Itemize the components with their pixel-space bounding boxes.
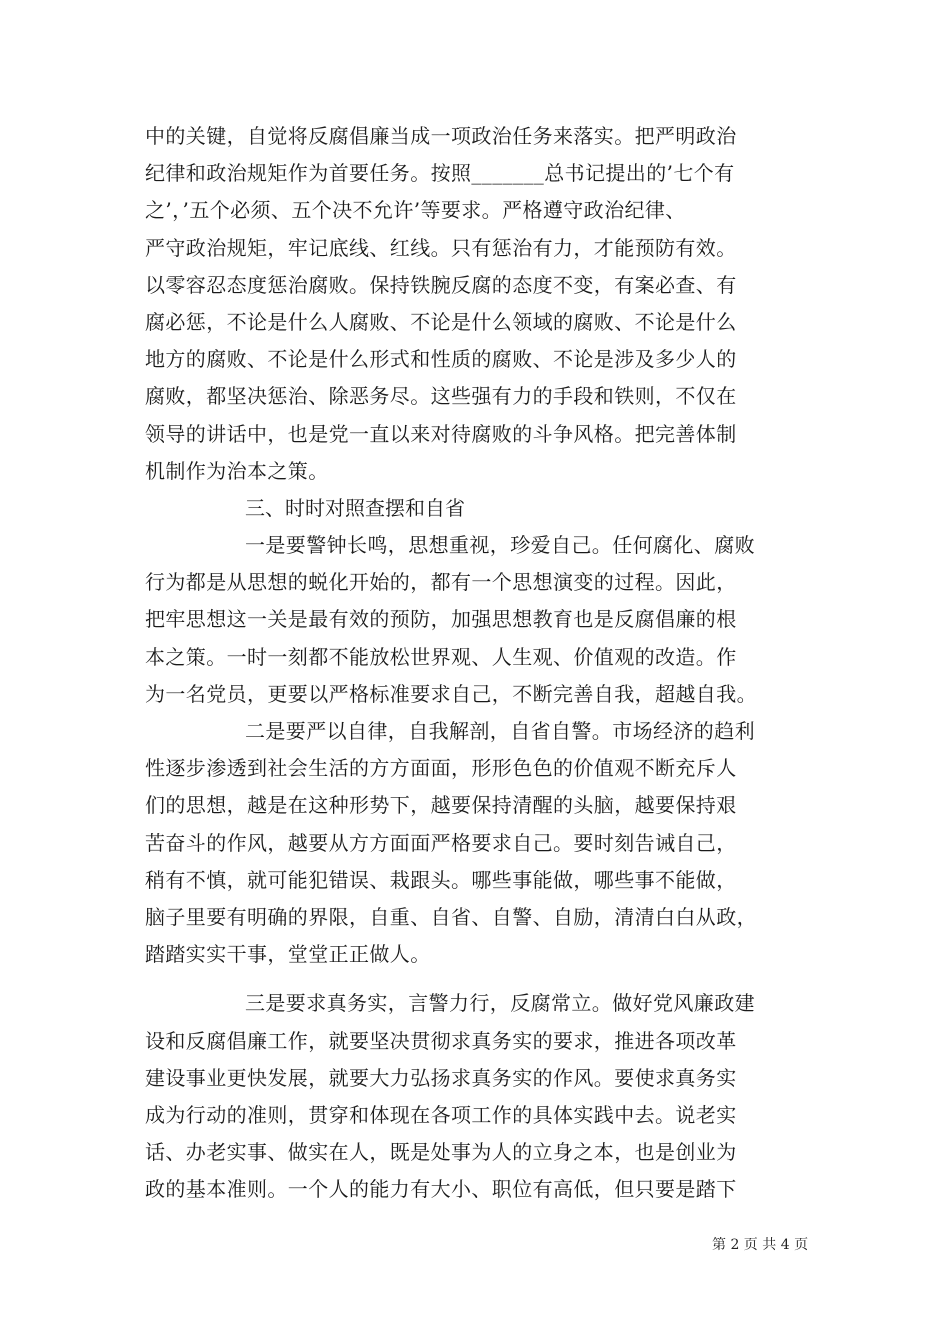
text-line: 二是要严以自律，自我解剖，自省自警。市场经济的趋利 [245, 719, 755, 743]
text-line: 把牢思想这一关是最有效的预防，加强思想教育也是反腐倡廉的根 [145, 607, 737, 632]
text-line: 以零容忍态度惩治腐败。保持铁腕反腐的态度不变，有案必查、有 [145, 272, 737, 297]
text-line: 话、办老实事、做实在人，既是处事为人的立身之本，也是创业为 [145, 1140, 737, 1165]
text-line: 建设事业更快发展，就要大力弘扬求真务实的作风。要使求真务实 [145, 1065, 737, 1090]
text-line: 为一名党员，更要以严格标准要求自己，不断完善自我，超越自我。 [145, 681, 757, 706]
text-line: 成为行动的准则，贯穿和体现在各项工作的具体实践中去。说老实 [145, 1102, 737, 1127]
paragraph-two [145, 713, 810, 973]
text-line: 踏踏实实干事，堂堂正正做人。 [145, 942, 431, 967]
page-number: 第 2 页 共 4 页 [712, 1237, 809, 1253]
text-line: 腐必惩，不论是什么人腐败、不论是什么领域的腐败、不论是什么 [145, 309, 737, 334]
text-line: 政的基本准则。一个人的能力有大小、职位有高低，但只要是踏下 [145, 1177, 737, 1202]
section-heading: 三、时时对照查摆和自省 [245, 495, 465, 520]
paragraph-one [145, 527, 810, 713]
text-line: 地方的腐败、不论是什么形式和性质的腐败、不论是涉及多少人的 [145, 347, 737, 372]
text-line: 纪律和政治规矩作为首要任务。按照_______总书记提出的’七个有 [145, 161, 735, 186]
text-line: 严守政治规矩，牢记底线、红线。只有惩治有力，才能预防有效。 [145, 235, 737, 260]
text-line: 设和反腐倡廉工作，就要坚决贯彻求真务实的要求，推进各项改革 [145, 1028, 737, 1053]
paragraph-gap [145, 973, 810, 985]
paragraph-three [145, 985, 810, 1208]
text-line: 脑子里要有明确的界限，自重、自省、自警、自励，清清白白从政， [145, 904, 757, 929]
text-line: 一是要警钟长鸣，思想重视，珍爱自己。任何腐化、腐败 [245, 533, 755, 558]
text-line: 性逐步渗透到社会生活的方方面面，形形色色的价值观不断充斥人 [145, 756, 737, 781]
text-line: 中的关键，自觉将反腐倡廉当成一项政治任务来落实。把严明政治 [145, 124, 737, 148]
section-continuation [145, 118, 810, 490]
text-line: 稍有不慎，就可能犯错误、栽跟头。哪些事能做，哪些事不能做， [145, 867, 737, 892]
text-line: 们的思想，越是在这种形势下，越要保持清醒的头脑，越要保持艰 [145, 793, 737, 818]
body-text [145, 118, 810, 1208]
text-line: 三是要求真务实，言警力行，反腐常立。做好党风廉政建 [245, 991, 755, 1016]
text-line: 之’，’五个必须、五个决不允许’等要求。严格遵守政治纪律、 [145, 198, 686, 223]
text-line: 机制作为治本之策。 [145, 458, 329, 483]
text-line: 腐败，都坚决惩治、除恶务尽。这些强有力的手段和铁则，不仅在 [145, 384, 737, 409]
text-line: 苦奋斗的作风，越要从方方面面严格要求自己。要时刻告诫自己， [145, 830, 737, 855]
text-line: 本之策。一时一刻都不能放松世界观、人生观、价值观的改造。作 [145, 644, 737, 669]
text-line: 领导的讲话中，也是党一直以来对待腐败的斗争风格。把完善体制 [145, 421, 737, 446]
text-line: 行为都是从思想的蜕化开始的，都有一个思想演变的过程。因此， [145, 570, 737, 595]
